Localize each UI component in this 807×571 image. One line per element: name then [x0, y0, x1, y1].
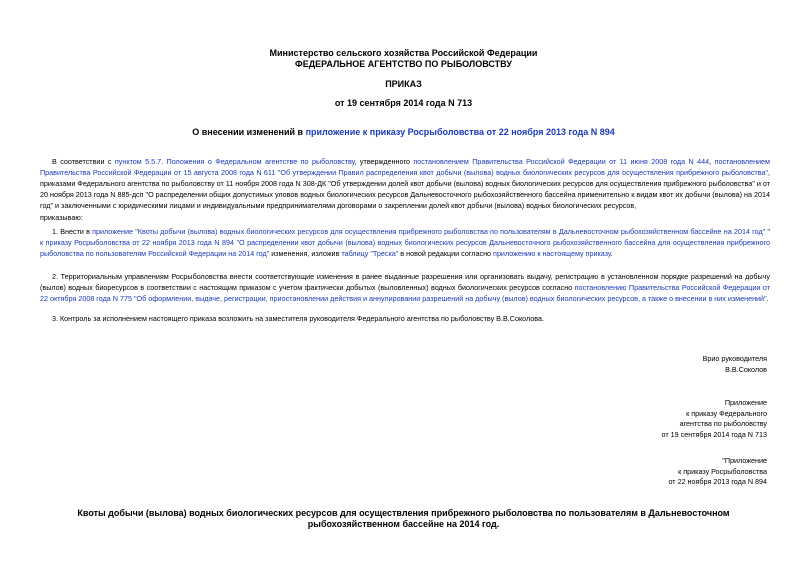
preamble-paragraph — [40, 156, 770, 211]
item-1-text-4: в новой редакции согласно — [398, 249, 494, 258]
appendix-line: Приложение — [724, 398, 767, 407]
appendix-line: агентства по рыболовству — [679, 419, 767, 428]
item-1-link-this-appendix[interactable]: приложению к настоящему приказу — [493, 249, 611, 258]
preamble-text-1: В соответствии с — [52, 157, 115, 166]
item-2-link-resolution-775[interactable]: постановлению Правительства Российской Федерации от 22 октября 2008 года N 775 "Об оформлении, выдаче, регистрации, приостановлении действия и аннулировании разрешений на добычу (вылов) водных биологических ресурсов, а также о внесении в них изменений" — [40, 283, 770, 303]
item-2-paragraph — [40, 271, 770, 304]
item-2-text-2: . — [766, 294, 769, 303]
item-2-text-1: 2. Территориальным управлениям Росрыболовства внести соответствующие изменения в ранее выданные разрешения или организовать выдачу, регистрацию в установленном порядке разрешений на добычу (вылов) водных биоресурсов в соответствии с настоящим приказом с учетом фактически добытых (выловленных) водных биологических ресурсов согласно — [40, 272, 770, 292]
appendix-heading-current — [662, 398, 767, 440]
ministry-name: Министерство сельского хозяйства Российской Федерации — [269, 48, 538, 58]
appendix-line: от 19 сентября 2014 года N 713 — [661, 429, 767, 439]
item-3-paragraph: 3. Контроль за исполнением настоящего приказа возложить на заместителя руководителя Федерального агентства по рыболовству В.В.Соколова. — [52, 314, 545, 323]
item-1-link-table-cod[interactable]: таблицу "Треска" — [341, 249, 399, 258]
item-1-text-5: . — [610, 249, 613, 258]
appendix-line: "Приложение — [722, 456, 767, 465]
title-prefix: О внесении изменений в — [192, 127, 306, 137]
table-title-line-2: рыбохозяйственном бассейне на 2014 год. — [307, 519, 500, 529]
appendix-line: от 22 ноября 2013 года N 894 — [668, 477, 767, 486]
item-1-link-appendix[interactable]: приложение "Квоты добычи (вылова) водных биологических ресурсов для осуществления прибрежного рыболовства по пользователям в Дальневосточном рыбохозяйственном бассейне на 2014 год" — [92, 227, 766, 236]
order-word: приказываю: — [40, 213, 83, 222]
appendix-line: к приказу Федерального — [686, 408, 767, 418]
signature-position: Врио руководителя — [702, 354, 767, 363]
signature-block — [703, 354, 767, 375]
appendix-line: к приказу Росрыболовства — [678, 466, 767, 476]
item-1-text-2: " — [765, 227, 770, 236]
document-type: ПРИКАЗ — [385, 79, 422, 89]
preamble-link-resolution-611[interactable]: постановлением Правительства Российской Федерации от 15 августа 2008 года N 611 "Об утверждении Правил распределения квот добычи (вылова) водных биологических ресурсов для осуществления прибрежного рыболовства" — [40, 157, 770, 177]
table-title-line-1: Квоты добычи (вылова) водных биологических ресурсов для осуществления прибрежного рыболовства по пользователям в Дальневосточном — [77, 508, 730, 518]
signature-name: В.В.Соколов — [725, 364, 767, 374]
preamble-link-resolution-444[interactable]: постановлением Правительства Российской Федерации от 11 июня 2008 года N 444 — [413, 157, 710, 166]
document-date-number: от 19 сентября 2014 года N 713 — [334, 98, 473, 108]
preamble-text-2: , утвержденного — [354, 157, 414, 166]
item-1-text-1: 1. Внести в — [52, 227, 93, 236]
title-link[interactable]: приложение к приказу Росрыболовства от 22 ноября 2013 года N 894 — [305, 127, 615, 137]
agency-name: ФЕДЕРАЛЬНОЕ АГЕНТСТВО ПО РЫБОЛОВСТВУ — [295, 59, 512, 69]
preamble-text-4: , приказами Федерального агентства по рыболовству от 11 ноября 2008 года N 308-ДК "Об утверждении долей квот добычи (вылова) водных биологических ресурсов для осуществления прибрежного рыболовства" и от 20 ноября 2013 года N 885-дсп "О распределении общих допустимых уловов водных биологических ресурсов Дальневосточного рыбохозяйственного бассейна применительно к видам квот их добычи (вылова) на 2014 год" и заключенными с юридическими лицами и индивидуальными предпринимателями договорами о закреплении долей квот добычи (вылова) водных биологических ресурсов, — [40, 168, 770, 210]
item-1-paragraph — [40, 226, 770, 259]
preamble-text-3: , — [709, 157, 715, 166]
document-title — [0, 127, 807, 138]
item-1-link-order-894[interactable]: к приказу Росрыболовства от 22 ноября 2013 года N 894 "О распределении квот добычи (вылова) водных биологических ресурсов Дальневосточного рыбохозяйственного бассейна для осуществления прибрежного рыболовства по пользователям Российской Федерации на 2014 год" — [40, 238, 770, 258]
appendix-heading-original — [668, 456, 767, 488]
item-1-text-3: изменения, изложив — [269, 249, 342, 258]
preamble-link-regulation[interactable]: пунктом 5.5.7. Положения о Федеральном агентстве по рыболовству — [114, 157, 355, 166]
